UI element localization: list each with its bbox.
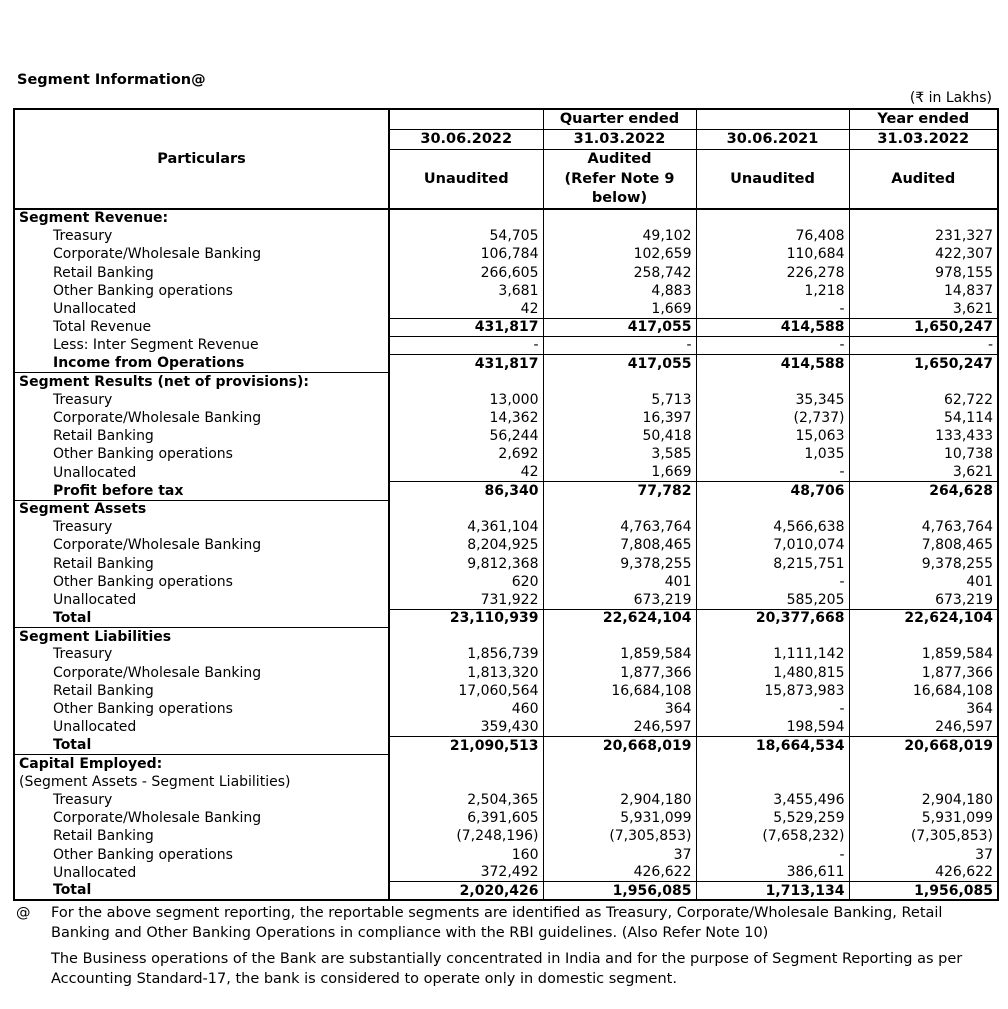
value-cell: 76,408 <box>696 227 849 245</box>
value-cell: 1,669 <box>543 300 696 318</box>
value-cell: 4,763,764 <box>849 518 998 536</box>
table-row <box>14 827 998 845</box>
table-row <box>14 264 998 282</box>
row-label: Other Banking operations <box>53 701 233 718</box>
header-date-3: 30.06.2021 <box>696 129 849 149</box>
total-row <box>14 355 998 373</box>
value-cell: 1,218 <box>696 282 849 300</box>
value-cell: 62,722 <box>849 391 998 409</box>
value-cell: - <box>543 336 696 354</box>
value-cell: - <box>849 336 998 354</box>
section-label: Segment Results (net of provisions): <box>19 373 310 390</box>
section-row <box>14 209 998 227</box>
value-cell: 35,345 <box>696 391 849 409</box>
table-row <box>14 282 998 300</box>
table-row <box>14 864 998 882</box>
row-label: Corporate/Wholesale Banking <box>53 410 262 427</box>
value-cell: 102,659 <box>543 245 696 263</box>
value-cell: 4,361,104 <box>467 519 539 536</box>
value-cell: 110,684 <box>696 245 849 263</box>
value-cell: 3,455,496 <box>696 791 849 809</box>
total-row <box>14 882 998 900</box>
row-label: Unallocated <box>53 464 137 481</box>
value-cell: 13,000 <box>489 391 539 408</box>
value-cell: - <box>696 846 849 864</box>
value-cell: 14,837 <box>849 282 998 300</box>
row-label: Unallocated <box>53 719 137 736</box>
value-cell: 4,566,638 <box>696 518 849 536</box>
table-row <box>14 555 998 573</box>
table-row <box>14 591 998 609</box>
value-cell: 9,378,255 <box>543 555 696 573</box>
table-row <box>14 391 998 409</box>
value-cell: 42 <box>389 300 543 318</box>
value-cell: 1,713,134 <box>696 882 849 900</box>
value-cell: 1,480,815 <box>696 664 849 682</box>
value-cell: 1,956,085 <box>543 882 696 900</box>
row-label: Total <box>53 737 92 754</box>
table-row <box>14 791 998 809</box>
value-cell: 15,873,983 <box>696 682 849 700</box>
header-status-1: Unaudited <box>423 170 509 187</box>
footnote-2: The Business operations of the Bank are substantially concentrated in India and for the purpose of Segment Reporting as per Accounting Standard-17, the bank is considered to operate only in domestic segment. <box>51 951 963 987</box>
row-label: Retail Banking <box>53 264 154 281</box>
value-cell: 7,808,465 <box>543 536 696 554</box>
header-audited-note-2: below) <box>543 189 696 209</box>
section-label: Segment Liabilities <box>19 628 172 645</box>
value-cell: 3,681 <box>498 282 539 299</box>
value-cell: 5,931,099 <box>543 809 696 827</box>
value-cell: 160 <box>511 846 539 863</box>
value-cell: 6,391,605 <box>467 810 539 827</box>
value-cell: 14,362 <box>489 410 539 427</box>
value-cell: 414,588 <box>696 355 849 373</box>
total-row <box>14 482 998 500</box>
value-cell <box>389 773 543 791</box>
row-label: Total <box>53 882 92 899</box>
table-row <box>14 664 998 682</box>
value-cell: 1,650,247 <box>849 318 998 336</box>
row-label: Retail Banking <box>53 828 154 845</box>
value-cell: 620 <box>511 573 539 590</box>
table-row <box>14 427 998 445</box>
value-cell: 731,922 <box>389 591 543 609</box>
row-label: Retail Banking <box>53 682 154 699</box>
value-cell <box>696 373 849 391</box>
table-row <box>14 445 998 463</box>
value-cell <box>696 773 849 791</box>
table-row <box>14 518 998 536</box>
value-cell: 16,684,108 <box>543 682 696 700</box>
value-cell: 50,418 <box>543 427 696 445</box>
value-cell: 198,594 <box>696 718 849 736</box>
row-label: (Segment Assets - Segment Liabilities) <box>19 773 291 790</box>
header-year-ended: Year ended <box>849 109 998 129</box>
table-row <box>14 227 998 245</box>
value-cell: 106,784 <box>480 246 539 263</box>
value-cell <box>696 627 849 645</box>
value-cell: 1,035 <box>696 445 849 463</box>
value-cell: 372,492 <box>389 864 543 882</box>
value-cell: 401 <box>849 573 998 591</box>
value-cell <box>849 500 998 518</box>
value-cell: 22,624,104 <box>849 609 998 627</box>
value-cell: - <box>389 336 543 354</box>
table-row <box>14 409 998 427</box>
value-cell: 417,055 <box>543 318 696 336</box>
value-cell: 20,668,019 <box>543 736 696 754</box>
value-cell: 10,738 <box>849 445 998 463</box>
value-cell <box>849 755 998 773</box>
value-cell: 8,204,925 <box>467 537 539 554</box>
row-label: Total <box>53 609 92 626</box>
value-cell: 246,597 <box>543 718 696 736</box>
row-label: Other Banking operations <box>53 446 233 463</box>
value-cell: 2,020,426 <box>389 882 543 900</box>
value-cell: 48,706 <box>696 482 849 500</box>
value-cell: 42 <box>389 464 543 482</box>
row-label: Treasury <box>53 228 113 245</box>
table-row <box>14 318 998 336</box>
row-label: Other Banking operations <box>53 282 233 299</box>
value-cell <box>543 500 696 518</box>
section-row <box>14 755 998 773</box>
table-row <box>14 773 998 791</box>
row-label: Treasury <box>53 646 113 663</box>
row-label: Other Banking operations <box>53 846 233 863</box>
value-cell: 1,877,366 <box>849 664 998 682</box>
table-row <box>14 718 998 736</box>
value-cell: 54,705 <box>489 228 539 245</box>
table-row <box>14 336 998 354</box>
value-cell: 1,650,247 <box>849 355 998 373</box>
value-cell: 231,327 <box>849 227 998 245</box>
value-cell <box>543 209 696 227</box>
value-cell: 978,155 <box>849 264 998 282</box>
value-cell: 21,090,513 <box>449 737 539 754</box>
value-cell <box>849 627 998 645</box>
value-cell: 258,742 <box>543 264 696 282</box>
value-cell: 23,110,939 <box>449 610 539 627</box>
value-cell: 9,378,255 <box>849 555 998 573</box>
value-cell: (7,305,853) <box>543 827 696 845</box>
value-cell: 77,782 <box>543 482 696 500</box>
row-label: Corporate/Wholesale Banking <box>53 246 262 263</box>
value-cell: 18,664,534 <box>696 736 849 754</box>
value-cell: 16,397 <box>543 409 696 427</box>
value-cell: 3,621 <box>849 464 998 482</box>
value-cell: 86,340 <box>484 483 539 500</box>
value-cell: - <box>696 300 849 318</box>
value-cell <box>849 773 998 791</box>
value-cell: (2,737) <box>696 409 849 427</box>
value-cell: - <box>696 573 849 591</box>
row-label: Unallocated <box>53 864 137 881</box>
row-label: Income from Operations <box>53 355 245 372</box>
table-row <box>14 300 998 318</box>
value-cell: 2,692 <box>498 446 539 463</box>
value-cell <box>389 627 543 645</box>
value-cell: - <box>696 336 849 354</box>
value-cell: 673,219 <box>849 591 998 609</box>
value-cell: 426,622 <box>543 864 696 882</box>
value-cell <box>543 373 696 391</box>
footnote-1: For the above segment reporting, the reportable segments are identified as Treasury, Corporate/Wholesale Banking, Retail Banking and Other Banking Operations in compliance with the RBI guidelines. (Also Refer Note 10) <box>51 905 943 941</box>
value-cell <box>543 627 696 645</box>
value-cell: 585,205 <box>696 591 849 609</box>
row-label: Retail Banking <box>53 428 154 445</box>
table-row <box>14 536 998 554</box>
value-cell: 1,859,584 <box>543 646 696 664</box>
value-cell: 4,763,764 <box>543 518 696 536</box>
value-cell: 133,433 <box>849 427 998 445</box>
row-label: Other Banking operations <box>53 573 233 590</box>
value-cell: 1,856,739 <box>467 646 539 663</box>
row-label: Treasury <box>53 391 113 408</box>
row-label: Corporate/Wholesale Banking <box>53 537 262 554</box>
value-cell: 37 <box>543 846 696 864</box>
section-row <box>14 627 998 645</box>
total-row <box>14 736 998 754</box>
value-cell: 266,605 <box>480 264 539 281</box>
value-cell: 5,713 <box>543 391 696 409</box>
row-label: Total Revenue <box>53 319 152 336</box>
value-cell: 17,060,564 <box>458 682 539 699</box>
header-status-4: Audited <box>849 149 998 209</box>
value-cell: 1,111,142 <box>696 646 849 664</box>
value-cell: 7,808,465 <box>849 536 998 554</box>
value-cell: 5,931,099 <box>849 809 998 827</box>
table-row <box>14 682 998 700</box>
value-cell: 37 <box>849 846 998 864</box>
header-date-2: 31.03.2022 <box>543 129 696 149</box>
section-row <box>14 500 998 518</box>
value-cell: 359,430 <box>389 718 543 736</box>
value-cell: 417,055 <box>543 355 696 373</box>
value-cell: - <box>696 700 849 718</box>
row-label: Retail Banking <box>53 555 154 572</box>
value-cell: 1,859,584 <box>849 646 998 664</box>
value-cell: 2,504,365 <box>467 791 539 808</box>
value-cell: 673,219 <box>543 591 696 609</box>
value-cell: 20,668,019 <box>849 736 998 754</box>
table-row <box>14 846 998 864</box>
value-cell: 9,812,368 <box>467 555 539 572</box>
header-status-3: Unaudited <box>696 149 849 209</box>
value-cell: (7,248,196) <box>456 828 539 845</box>
value-cell: 15,063 <box>696 427 849 445</box>
value-cell: (7,305,853) <box>849 827 998 845</box>
value-cell: 414,588 <box>696 318 849 336</box>
value-cell: 2,904,180 <box>543 791 696 809</box>
value-cell <box>543 773 696 791</box>
value-cell: 49,102 <box>543 227 696 245</box>
value-cell <box>389 373 543 391</box>
table-row <box>14 245 998 263</box>
value-cell: 401 <box>543 573 696 591</box>
value-cell: 54,114 <box>849 409 998 427</box>
value-cell <box>389 755 543 773</box>
total-row <box>14 609 998 627</box>
value-cell: 56,244 <box>489 428 539 445</box>
header-quarter-ended: Quarter ended <box>543 109 696 129</box>
value-cell <box>849 209 998 227</box>
value-cell: 4,883 <box>543 282 696 300</box>
value-cell: 431,817 <box>474 355 539 372</box>
table-row <box>14 464 998 482</box>
value-cell <box>849 373 998 391</box>
value-cell <box>543 755 696 773</box>
row-label: Treasury <box>53 791 113 808</box>
value-cell: 386,611 <box>696 864 849 882</box>
header-status-2: Audited <box>543 149 696 169</box>
value-cell: 3,585 <box>543 445 696 463</box>
header-date-1: 30.06.2022 <box>389 129 543 149</box>
value-cell: 8,215,751 <box>696 555 849 573</box>
header-date-4: 31.03.2022 <box>849 129 998 149</box>
value-cell: 422,307 <box>849 245 998 263</box>
header-particulars: Particulars <box>14 109 389 209</box>
value-cell <box>696 500 849 518</box>
page-title: Segment Information@ <box>17 72 206 88</box>
value-cell: 2,904,180 <box>849 791 998 809</box>
row-label: Unallocated <box>53 591 137 608</box>
value-cell: 1,813,320 <box>467 664 539 681</box>
value-cell: 226,278 <box>696 264 849 282</box>
section-row <box>14 373 998 391</box>
value-cell: - <box>696 464 849 482</box>
row-label: Unallocated <box>53 300 137 317</box>
value-cell: 1,877,366 <box>543 664 696 682</box>
table-row <box>14 646 998 664</box>
value-cell: 460 <box>511 701 539 718</box>
value-cell: 16,684,108 <box>849 682 998 700</box>
value-cell <box>389 500 543 518</box>
row-label: Corporate/Wholesale Banking <box>53 664 262 681</box>
value-cell: 22,624,104 <box>543 609 696 627</box>
value-cell <box>696 755 849 773</box>
value-cell: 5,529,259 <box>696 809 849 827</box>
table-row <box>14 700 998 718</box>
value-cell: 364 <box>849 700 998 718</box>
table-row <box>14 809 998 827</box>
table-row <box>14 573 998 591</box>
value-cell: 1,669 <box>543 464 696 482</box>
header-audited-note-1: (Refer Note 9 <box>543 169 696 189</box>
value-cell: 1,956,085 <box>849 882 998 900</box>
section-label: Segment Revenue: <box>19 210 169 227</box>
section-label: Segment Assets <box>19 501 147 518</box>
value-cell: 20,377,668 <box>696 609 849 627</box>
row-label: Less: Inter Segment Revenue <box>53 337 259 354</box>
value-cell: 3,621 <box>849 300 998 318</box>
row-label: Treasury <box>53 519 113 536</box>
segment-table <box>13 108 999 901</box>
value-cell: 264,628 <box>849 482 998 500</box>
section-label: Capital Employed: <box>19 755 163 772</box>
value-cell <box>696 209 849 227</box>
row-label: Corporate/Wholesale Banking <box>53 810 262 827</box>
row-label: Profit before tax <box>53 482 184 499</box>
value-cell <box>389 209 543 227</box>
value-cell: 364 <box>543 700 696 718</box>
unit-label: (₹ in Lakhs) <box>909 90 992 106</box>
footnotes <box>13 903 1003 995</box>
at-symbol: @ <box>16 905 31 921</box>
value-cell: (7,658,232) <box>696 827 849 845</box>
value-cell: 7,010,074 <box>696 536 849 554</box>
value-cell: 426,622 <box>849 864 998 882</box>
value-cell: 246,597 <box>849 718 998 736</box>
value-cell: 431,817 <box>389 318 543 336</box>
